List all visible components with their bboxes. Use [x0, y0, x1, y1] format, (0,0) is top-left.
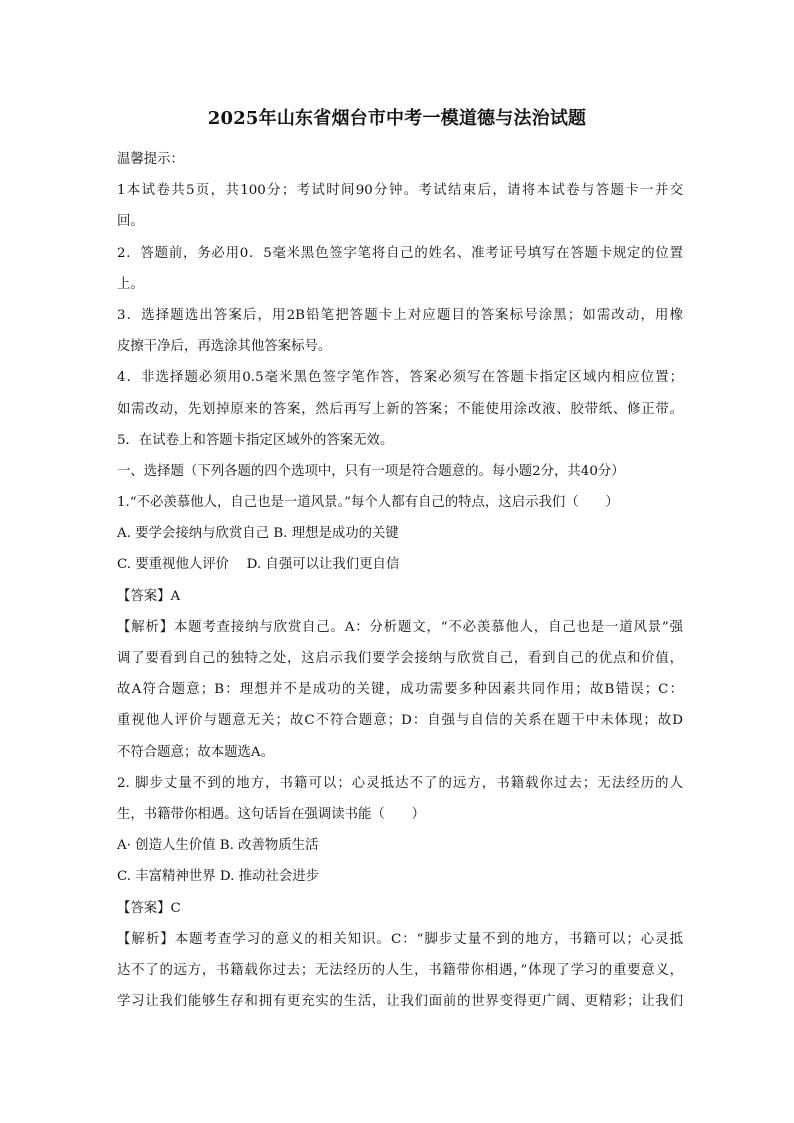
- text-line: 【答案】C: [117, 900, 181, 916]
- text-line: 1.“不必羡慕他人，自己也是一道风景。”每个人都有自己的特点，这启示我们（ ）: [117, 495, 619, 511]
- text-line: C. 丰富精神世界 D. 推动社会进步: [117, 869, 319, 885]
- text-line: 学习让我们能够生存和拥有更充实的生活，让我们面前的世界变得更广阔、更精彩；让我们: [117, 994, 683, 1010]
- text-line: A. 要学会接纳与欣赏自己 B. 理想是成功的关键: [117, 526, 399, 542]
- text-line: 生，书籍带你相遇。这句话旨在强调读书能（ ）: [117, 806, 425, 822]
- text-line: 2. 脚步丈量不到的地方，书籍可以；心灵抵达不了的远方，书籍载你过去；无法经历的人: [117, 775, 683, 791]
- text-line: 4．非选择题必须用0.5毫米黑色签字笔作答，答案必须写在答题卡指定区域内相应位置；: [117, 370, 683, 386]
- document-body: [117, 144, 683, 1017]
- text-line: 如需改动，先划掉原来的答案，然后再写上新的答案；不能使用涂改液、胶带纸、修正带。: [117, 401, 683, 417]
- text-line: 1本试卷共5页，共100分；考试时间90分钟。考试结束后，请将本试卷与答题卡一并交: [117, 183, 683, 199]
- text-line: 【解析】本题考查学习的意义的相关知识。C：“脚步丈量不到的地方，书籍可以；心灵抵: [117, 931, 683, 947]
- text-line: 温馨提示：: [117, 152, 184, 167]
- text-line: 重视他人评价与题意无关；故C不符合题意；D：自强与自信的关系在题干中未体现；故D: [117, 713, 683, 729]
- text-line: 3．选择题选出答案后，用2B铅笔把答题卡上对应题目的答案标号涂黑；如需改动，用橡: [117, 307, 683, 323]
- text-line: A· 创造人生价值 B. 改善物质生活: [117, 838, 319, 854]
- text-line: 故A符合题意；B：理想并不是成功的关键，成功需要多种因素共同作用；故B错误；C：: [117, 682, 683, 698]
- text-line: 不符合题意；故本题选A。: [117, 744, 274, 760]
- text-line: 5．在试卷上和答题卡指定区域外的答案无效。: [117, 432, 394, 448]
- text-line: 【解析】本题考查接纳与欣赏自己。A：分析题文，“不必羡慕他人，自己也是一道风景”强: [117, 619, 683, 635]
- text-line: 2．答题前，务必用0．5毫米黑色签字笔将自己的姓名、准考证号填写在答题卡规定的位置: [117, 245, 683, 261]
- text-line: 上。: [117, 276, 144, 292]
- text-line: 一、选择题（下列各题的四个选项中，只有一项是符合题意的。每小题2分，共40分）: [117, 463, 625, 479]
- text-line: C. 要重视他人评价 D. 自强可以让我们更自信: [117, 557, 400, 573]
- text-line: 回。: [117, 214, 144, 230]
- text-line: 达不了的远方，书籍载你过去；无法经历的人生，书籍带你相遇，”体现了学习的重要意义，: [117, 962, 683, 978]
- page-title: 2025年山东省烟台市中考一模道德与法治试题: [207, 108, 587, 129]
- text-line: 调了要看到自己的独特之处，这启示我们要学会接纳与欣赏自己，看到自己的优点和价值，: [117, 651, 683, 666]
- text-line: 【答案】A: [117, 588, 181, 604]
- text-line: 皮擦干净后，再选涂其他答案标号。: [117, 339, 332, 355]
